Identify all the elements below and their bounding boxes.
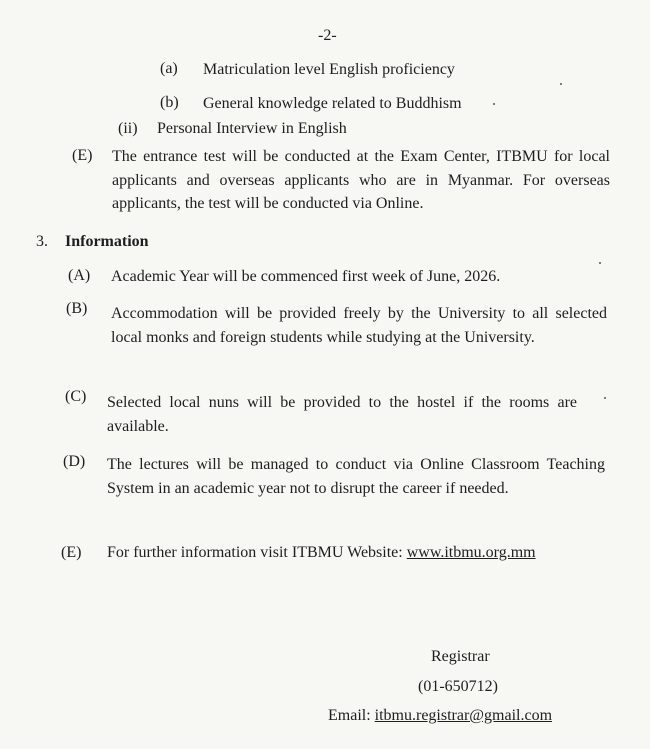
scan-speck xyxy=(493,103,495,105)
info-item-b-label: (B) xyxy=(66,300,88,317)
email-label: Email: xyxy=(328,707,375,724)
info-item-a-text: Academic Year will be commenced first week of June, 2026. xyxy=(111,268,501,285)
info-item-d-text: The lectures will be managed to conduct via Online Classroom Teaching System in an academic year not to disrupt the career if needed. xyxy=(107,456,605,497)
item-e-top-label: (E) xyxy=(72,147,93,164)
email-link[interactable]: itbmu.registrar@gmail.com xyxy=(374,707,553,724)
info-item-c-label: (C) xyxy=(65,388,87,405)
sub-item-a-label: (a) xyxy=(160,60,178,77)
page-number: -2- xyxy=(318,27,337,44)
sub-item-b-text: General knowledge related to Buddhism xyxy=(203,95,462,112)
info-item-e-label: (E) xyxy=(61,544,82,561)
scan-speck xyxy=(604,397,606,399)
signature-phone: (01-650712) xyxy=(418,678,498,695)
signature-title: Registrar xyxy=(431,648,490,665)
info-item-b-text: Accommodation will be provided freely by the University to all selected local monks and foreign students while studying at the University. xyxy=(111,305,607,346)
info-item-e-text xyxy=(107,543,536,563)
sub-item-b-label: (b) xyxy=(160,94,179,111)
scan-speck xyxy=(560,83,562,85)
sub-item-a-text: Matriculation level English proficiency xyxy=(203,61,455,78)
item-ii-text: Personal Interview in English xyxy=(157,120,347,137)
section-title: Information xyxy=(65,233,149,250)
info-item-e-prefix: For further information visit ITBMU Website: xyxy=(107,544,407,561)
item-e-top-text: The entrance test will be conducted at the Exam Center, ITBMU for local applicants and overseas applicants who are in Myanmar. For overseas applicants, the test will be conducted via Online. xyxy=(112,148,610,212)
section-number: 3. xyxy=(36,233,48,250)
info-item-c-text: Selected local nuns will be provided to the hostel if the rooms are available. xyxy=(107,394,577,435)
signature-email-line xyxy=(328,706,552,726)
info-item-a-label: (A) xyxy=(68,267,91,284)
website-link[interactable]: www.itbmu.org.mm xyxy=(406,544,536,561)
item-ii-label: (ii) xyxy=(118,120,138,137)
info-item-d-label: (D) xyxy=(63,453,86,470)
scan-speck xyxy=(599,262,601,264)
